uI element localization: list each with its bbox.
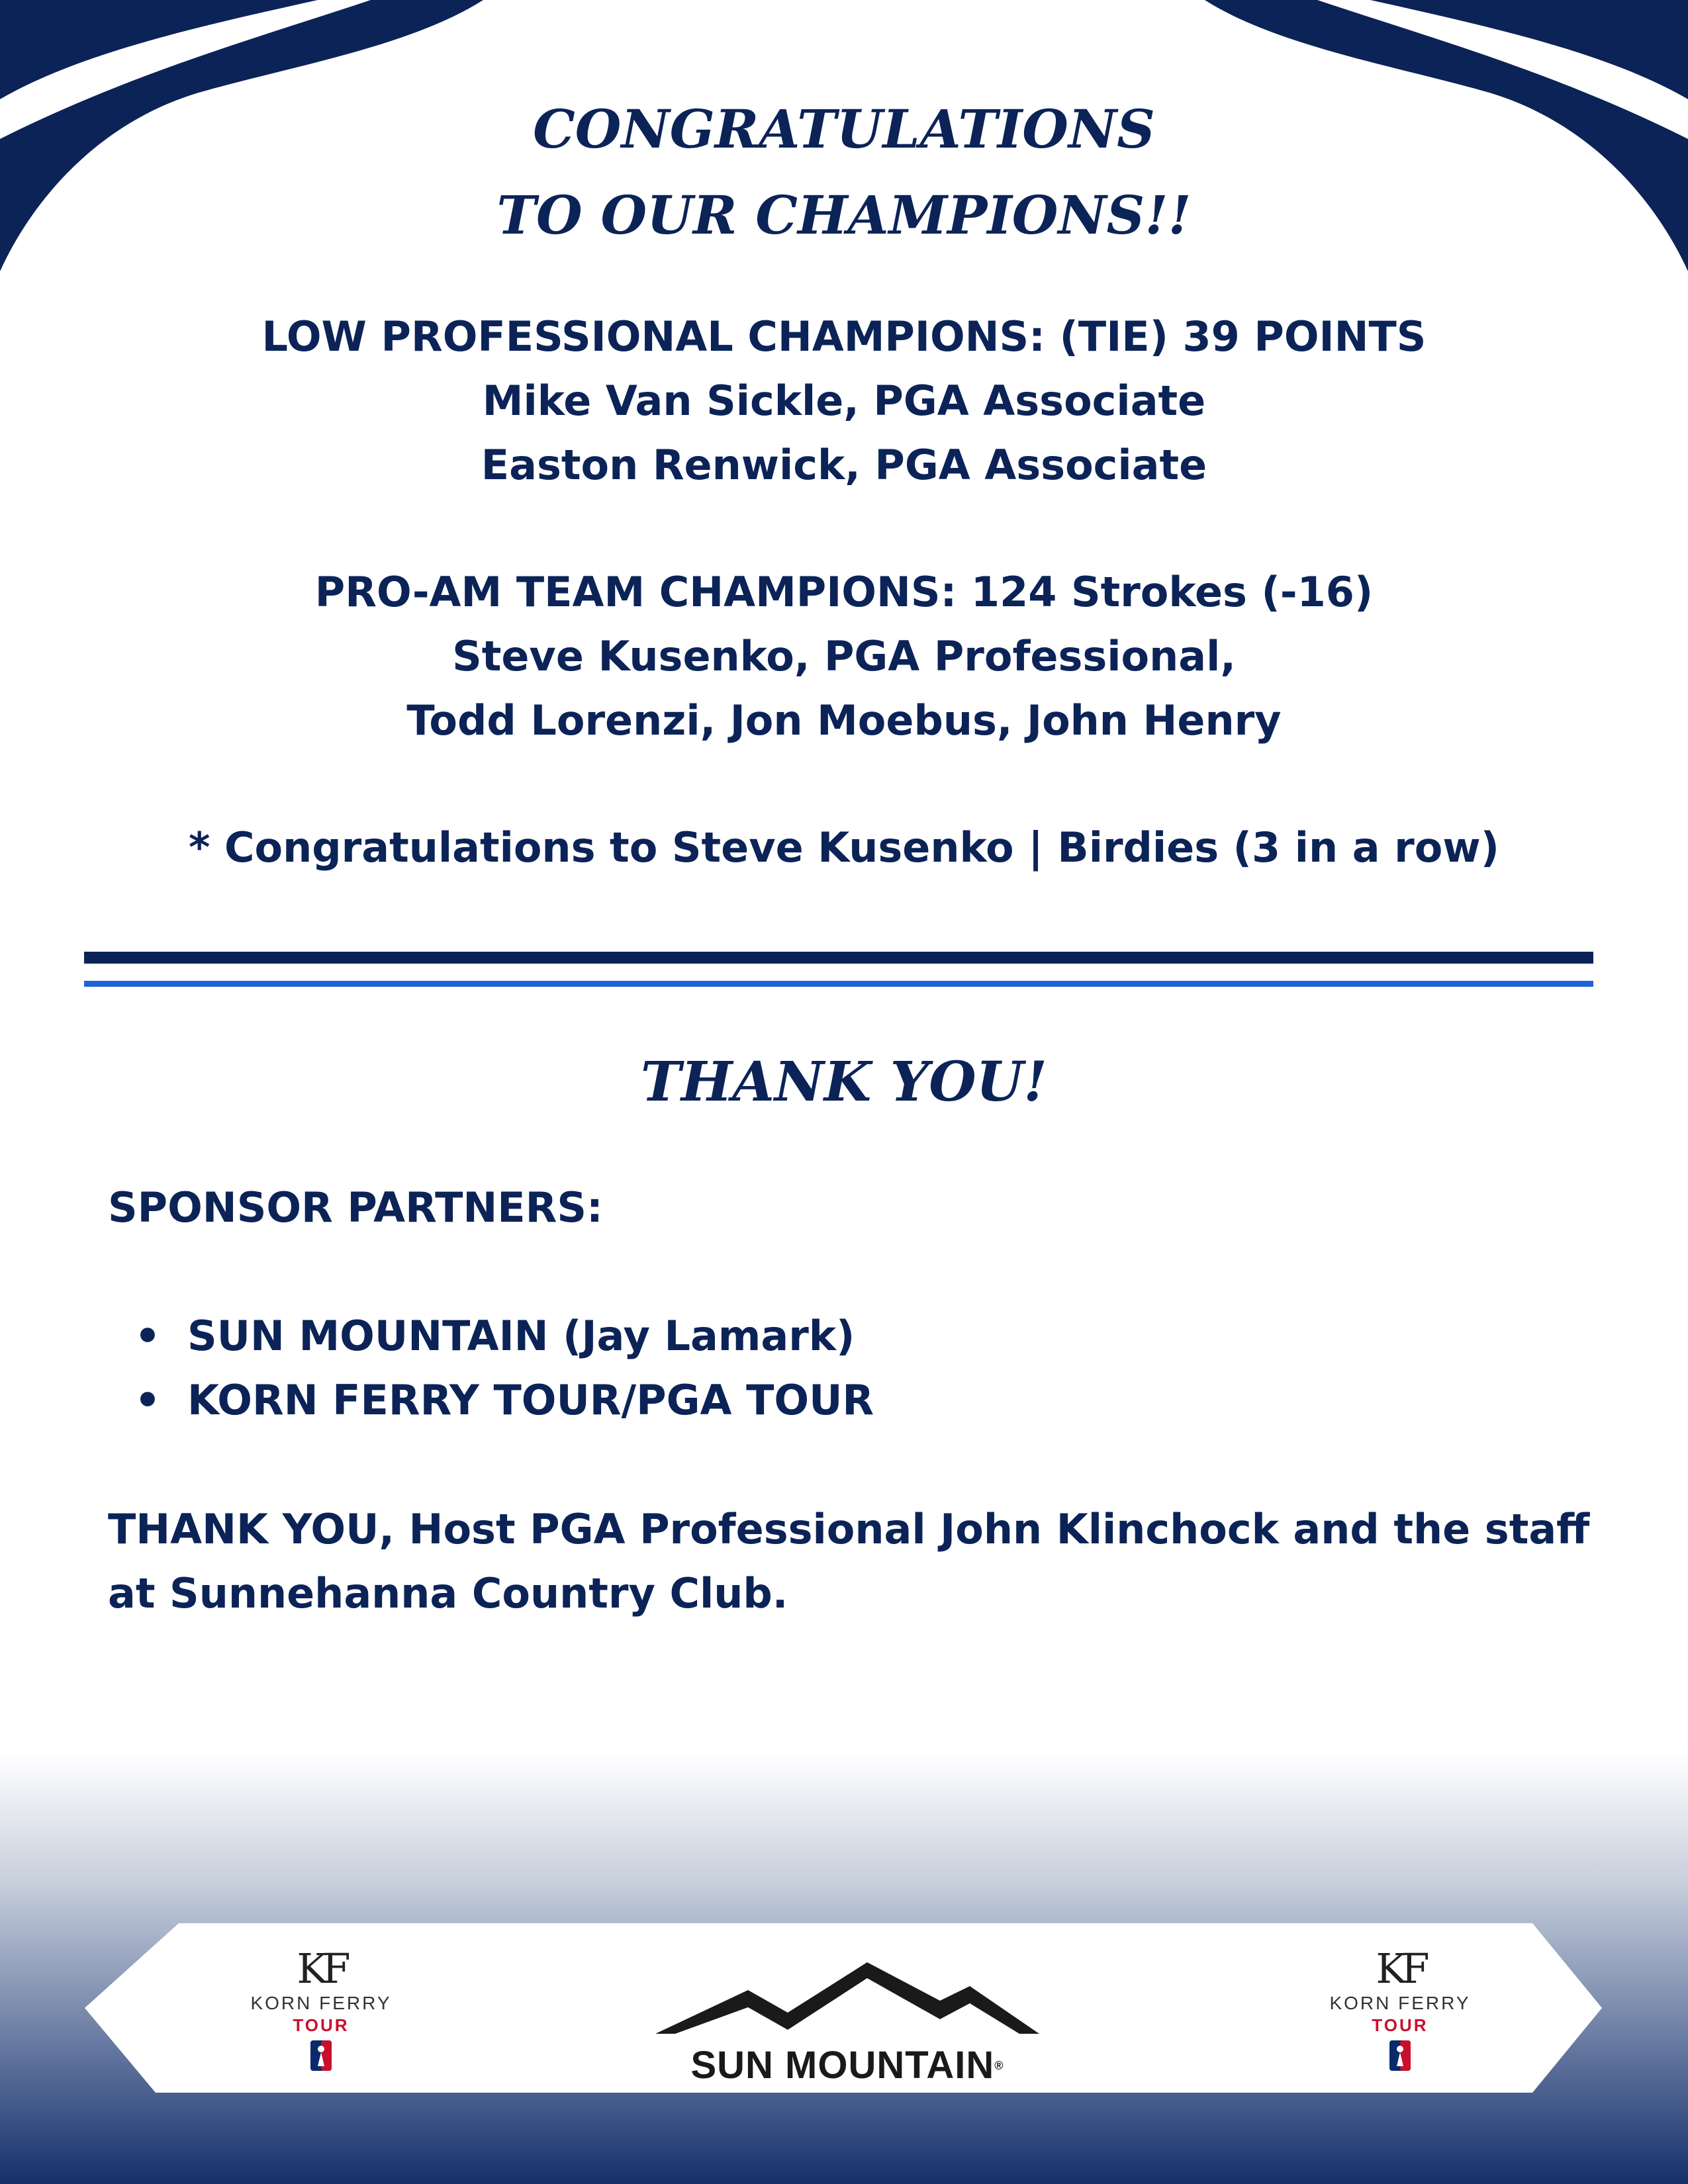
pga-tour-shield-icon — [310, 2040, 332, 2071]
korn-ferry-tour-label: TOUR — [293, 2015, 350, 2035]
pro-am-heading: PRO-AM TEAM CHAMPIONS: 124 Strokes (-16) — [314, 568, 1374, 616]
list-item — [108, 1304, 874, 1368]
pro-am-team-line: Todd Lorenzi, Jon Moebus, John Henry — [406, 696, 1282, 745]
korn-ferry-logo-left — [235, 1946, 407, 2071]
sponsor-item: KORN FERRY TOUR/PGA TOUR — [187, 1376, 874, 1424]
registered-mark: ® — [994, 2059, 1004, 2072]
closing-thanks: THANK YOU, Host PGA Professional John Klinchock and the staff at Sunnehanna Country Club. — [108, 1505, 1590, 1617]
sun-mountain-logo — [632, 1956, 1062, 2087]
birdies-note-text: * Congratulations to Steve Kusenko | Birdies (3 in a row) — [189, 823, 1499, 872]
korn-ferry-wordmark: KORN FERRY — [250, 1993, 392, 2013]
korn-ferry-logo-right — [1314, 1946, 1486, 2071]
kf-monogram-icon: KF — [1376, 1944, 1425, 1993]
birdies-note — [0, 815, 1688, 880]
sun-mountain-wordmark: SUN MOUNTAIN — [690, 2044, 995, 2087]
korn-ferry-tour-label: TOUR — [1372, 2015, 1429, 2035]
pga-tour-shield-icon — [1389, 2040, 1411, 2071]
low-professional-winner: Mike Van Sickle, PGA Associate — [482, 377, 1206, 425]
sponsor-list — [108, 1304, 874, 1432]
low-professional-section — [0, 304, 1688, 497]
pro-am-section — [0, 560, 1688, 752]
divider-light — [84, 981, 1593, 987]
title-line-2: TO OUR CHAMPIONS!! — [496, 184, 1192, 246]
pro-am-team-line: Steve Kusenko, PGA Professional, — [452, 632, 1236, 680]
korn-ferry-wordmark: KORN FERRY — [1329, 1993, 1471, 2013]
low-professional-heading: LOW PROFESSIONAL CHAMPIONS: (TIE) 39 POINTS — [261, 312, 1427, 361]
title-line-1: CONGRATULATIONS — [533, 98, 1155, 160]
divider-dark — [84, 952, 1593, 964]
mountain-icon — [649, 1956, 1046, 2042]
list-item — [108, 1368, 874, 1432]
kf-monogram-icon: KF — [297, 1944, 346, 1993]
sponsor-heading: SPONSOR PARTNERS: — [108, 1183, 603, 1232]
page-title — [0, 86, 1688, 258]
thank-you-title: THANK YOU! — [640, 1050, 1048, 1114]
sponsor-item: SUN MOUNTAIN (Jay Lamark) — [187, 1312, 855, 1360]
bullet-icon: • — [134, 1312, 161, 1360]
low-professional-winner: Easton Renwick, PGA Associate — [481, 441, 1207, 489]
bullet-icon: • — [134, 1376, 161, 1424]
